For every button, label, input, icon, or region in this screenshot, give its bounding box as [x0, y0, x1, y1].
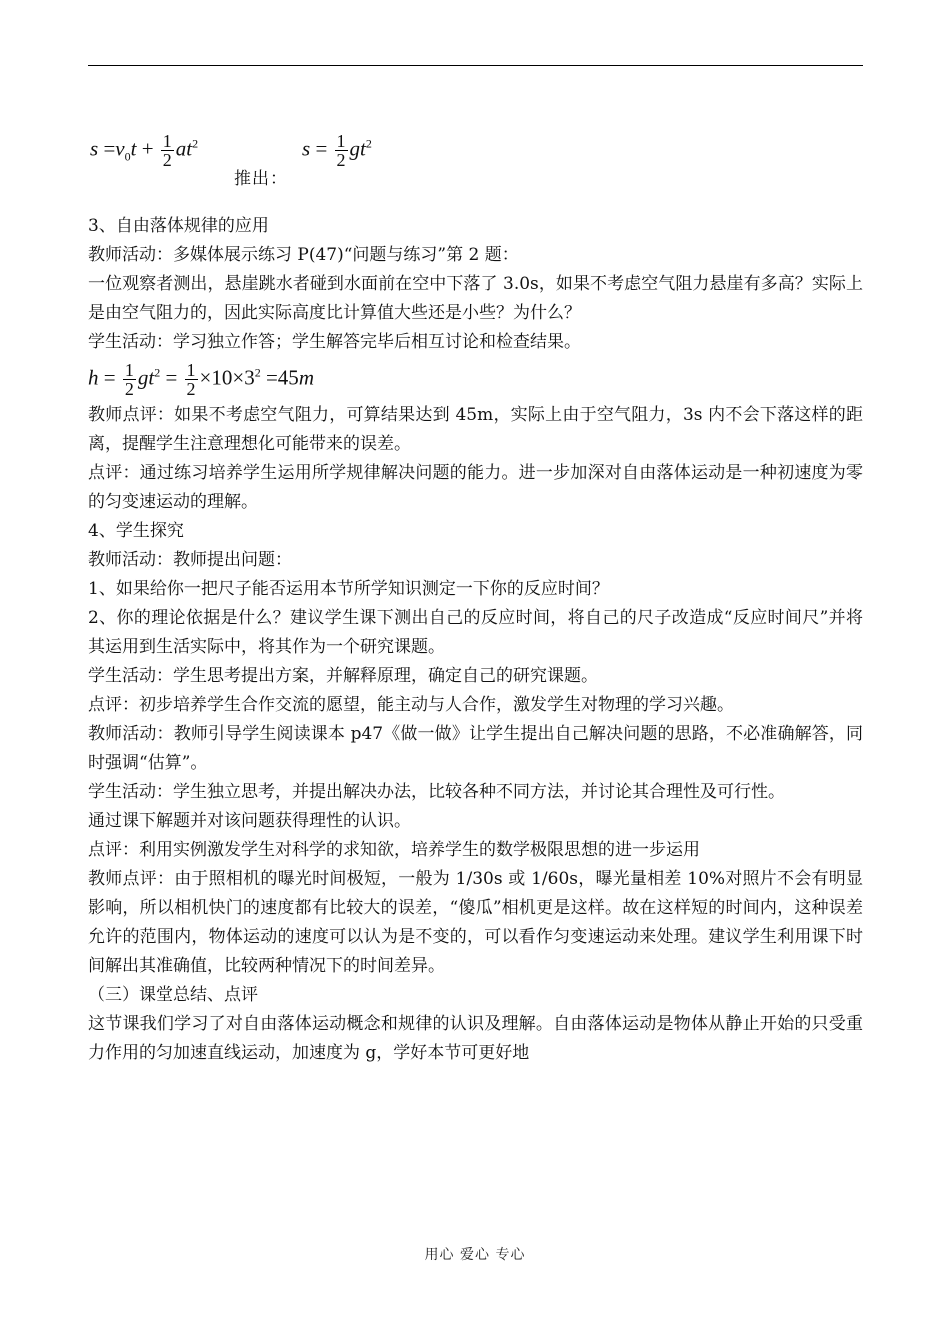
formula-term: ×10×3 [199, 365, 255, 390]
formula-unit: m [298, 365, 314, 390]
formula-operator: + [141, 136, 154, 161]
formula-fraction [335, 132, 348, 169]
formula-symbol: t [130, 136, 137, 161]
formula-symbol: s [302, 136, 311, 161]
formula-symbol: t [186, 136, 193, 161]
displacement-formula [90, 132, 198, 169]
paragraph: 学生活动：学习独立作答；学生解答完毕后相互讨论和检查结果。 [88, 332, 581, 352]
paragraph: 一位观察者测出，悬崖跳水者碰到水面前在空中下落了 3.0s，如果不考虑空气阻力悬崖有多高？实际上是由空气阻力的，因此实际高度比计算值大些还是小些？为什么？ [88, 274, 863, 323]
fraction-denominator: 2 [186, 379, 196, 399]
free-fall-formula [302, 132, 372, 169]
header-rule [88, 65, 863, 66]
fraction-denominator: 2 [336, 150, 346, 170]
paragraph: 2、你的理论依据是什么？建议学生课下测出自己的反应时间，将自己的尺子改造成“反应时间尺”并将其运用到生活实际中，将其作为一个研究课题。 [88, 608, 863, 657]
height-formula [88, 361, 314, 398]
fraction-numerator: 1 [186, 360, 196, 380]
paragraph: 教师点评：如果不考虑空气阻力，可算结果达到 45m，实际上由于空气阻力，3s 内不会下落这样的距离，提醒学生注意理想化可能带来的误差。 [88, 405, 863, 454]
page-footer: 用心 爱心 专心 [424, 1247, 526, 1263]
paragraph: 教师点评：由于照相机的曝光时间极短，一般为 1/30s 或 1/60s，曝光量相差 10%对照片不会有明显影响，所以相机快门的速度都有比较大的误差，“傻瓜”相机更是这样。故在这样短的时间内，这种误差允许的范围内，物体运动的速度可以认为是不变的，可以看作匀变速运动来处理。建议学生利用课下时间解出其准确值，比较两种情况下的时间差异。 [88, 869, 863, 976]
height-calculation [88, 357, 863, 401]
formula-subscript: 0 [124, 149, 131, 164]
formula-operator: = [103, 365, 116, 390]
formula-symbol: t [148, 365, 155, 390]
paragraph: 点评：初步培养学生合作交流的愿望，能主动与人合作，激发学生对物理的学习兴趣。 [88, 695, 734, 715]
document-body [88, 212, 863, 1068]
section-heading: （三）课堂总结、点评 [88, 985, 258, 1005]
paragraph: 点评：通过练习培养学生运用所学规律解决问题的能力。进一步加深对自由落体运动是一种初速度为零的匀变速运动的理解。 [88, 463, 863, 512]
fraction-numerator: 1 [336, 131, 346, 151]
section-heading: 3、自由落体规律的应用 [88, 216, 269, 236]
formula-exponent: 2 [192, 136, 199, 151]
paragraph: 教师活动：多媒体展示练习 P(47)“问题与练习”第 2 题： [88, 245, 519, 265]
formula-symbol: t [360, 136, 366, 161]
formula-operator: = [315, 136, 328, 161]
fraction-numerator: 1 [124, 360, 134, 380]
formula-exponent: 2 [154, 365, 161, 380]
formula-symbol: g [137, 365, 149, 390]
formula-operator: = [165, 365, 178, 390]
formula-result: =45 [265, 365, 299, 390]
formula-symbol: v [115, 136, 125, 161]
paragraph: 这节课我们学习了对自由落体运动概念和规律的认识及理解。自由落体运动是物体从静止开始的只受重力作用的匀加速直线运动，加速度为 g，学好本节可更好地 [88, 1014, 863, 1063]
fraction-denominator: 2 [162, 150, 172, 170]
paragraph: 学生活动：学生独立思考，并提出解决办法，比较各种不同方法，并讨论其合理性及可行性。 [88, 782, 785, 802]
paragraph: 学生活动：学生思考提出方案，并解释原理，确定自己的研究课题。 [88, 666, 598, 686]
formula-row [88, 120, 863, 189]
formula-fraction [185, 361, 198, 398]
formula-symbol: s [90, 136, 99, 161]
paragraph: 教师活动：教师引导学生阅读课本 p47《做一做》让学生提出自己解决问题的思路，不必准确解答，同时强调“估算”。 [88, 724, 863, 773]
paragraph: 教师活动：教师提出问题： [88, 550, 292, 570]
fraction-numerator: 1 [162, 131, 172, 151]
formula-exponent: 2 [254, 365, 261, 380]
fraction-denominator: 2 [124, 379, 134, 399]
formula-fraction [123, 361, 136, 398]
section-heading: 4、学生探究 [88, 521, 184, 541]
paragraph: 点评：利用实例激发学生对科学的求知欲，培养学生的数学极限思想的进一步运用 [88, 840, 700, 860]
formula-symbol: a [175, 136, 187, 161]
paragraph: 1、如果给你一把尺子能否运用本节所学知识测定一下你的反应时间？ [88, 579, 609, 599]
formula-symbol: h [88, 365, 99, 390]
paragraph: 通过课下解题并对该问题获得理性的认识。 [88, 811, 411, 831]
formula-symbol: g [349, 136, 361, 161]
derive-label: 推出： [234, 169, 288, 189]
formula-operator: = [103, 136, 116, 161]
formula-fraction [161, 132, 174, 169]
formula-exponent: 2 [365, 136, 372, 151]
